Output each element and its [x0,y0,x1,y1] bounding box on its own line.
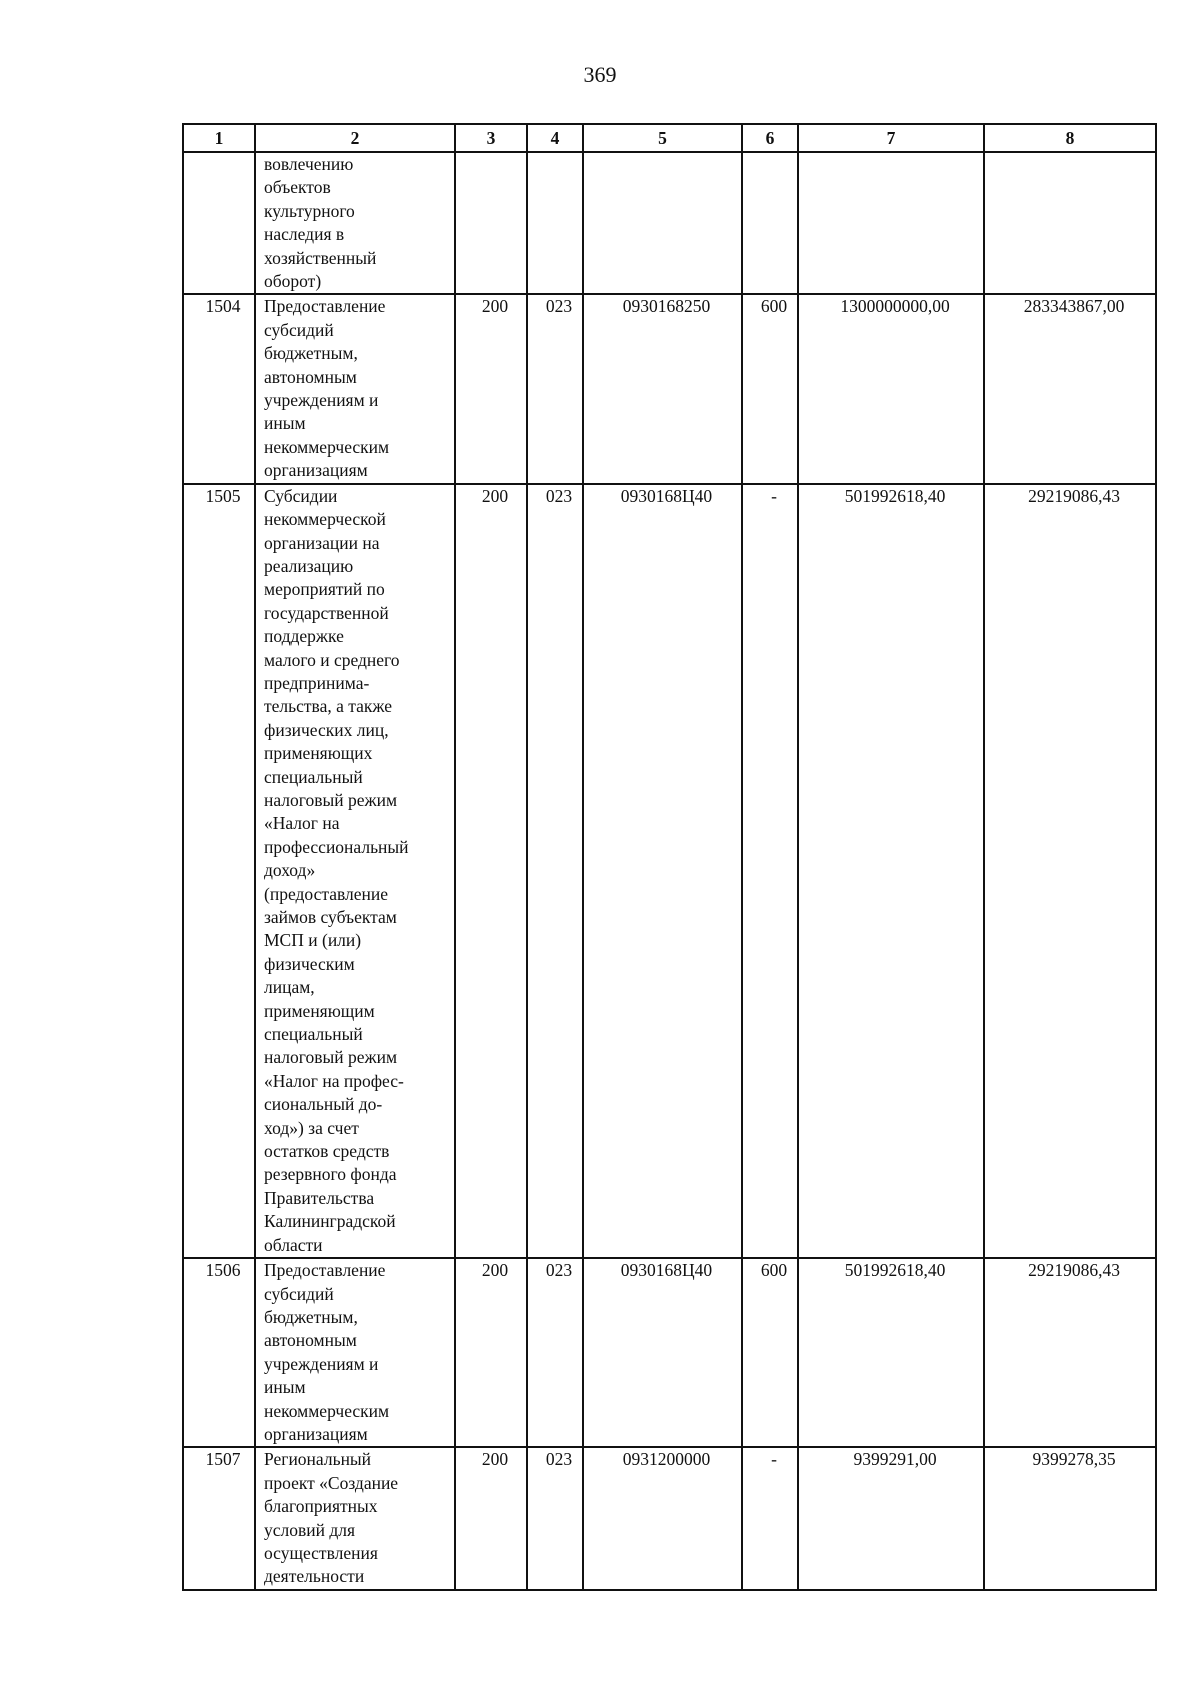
amount-cell-7 [798,152,984,294]
expense-type-cell: - [742,1447,798,1589]
description-cell: Предоставление субсидий бюджетным, автономным учреждениям и иным некоммерческим организациям [255,1258,455,1447]
table-row [183,294,1156,483]
amount-cell-8 [984,152,1156,294]
amount-cell-7: 501992618,40 [798,484,984,1258]
table-header-row [183,124,1156,152]
column-header: 7 [798,124,984,152]
table-row [183,152,1156,294]
budget-table [182,123,1157,1591]
column-header: 6 [742,124,798,152]
column-header: 4 [527,124,583,152]
expense-type-cell: 600 [742,1258,798,1447]
code-cell-4: 023 [527,1447,583,1589]
table-row [183,1447,1156,1589]
amount-cell-7: 1300000000,00 [798,294,984,483]
target-code-cell: 0930168Ц40 [583,1258,742,1447]
code-cell-4: 023 [527,1258,583,1447]
column-header: 5 [583,124,742,152]
amount-cell-8: 9399278,35 [984,1447,1156,1589]
expense-type-cell [742,152,798,294]
target-code-cell: 0930168250 [583,294,742,483]
description-cell: Предоставление субсидий бюджетным, автономным учреждениям и иным некоммерческим организациям [255,294,455,483]
table-row [183,1258,1156,1447]
code-cell-4 [527,152,583,294]
table-row [183,484,1156,1258]
code-cell-4: 023 [527,294,583,483]
description-cell: Субсидии некоммерческой организации на реализацию мероприятий по государственной поддержке малого и среднего предпринима- тельства, а также физических лиц, применяющих специальный налоговый режим «Налог на профессиональный доход» (предоставление займов субъектам МСП и (или) физическим лицам, применяющим специальный налоговый режим «Налог на профес- сиональный до- ход») за счет остатков средств резервного фонда Правительства Калининградской области [255,484,455,1258]
row-number-cell: 1505 [183,484,255,1258]
amount-cell-8: 29219086,43 [984,1258,1156,1447]
code-cell-3: 200 [455,484,527,1258]
code-cell-3: 200 [455,1447,527,1589]
column-header: 3 [455,124,527,152]
code-cell-4: 023 [527,484,583,1258]
code-cell-3: 200 [455,294,527,483]
page-number: 369 [583,62,617,87]
code-cell-3: 200 [455,1258,527,1447]
amount-cell-7: 501992618,40 [798,1258,984,1447]
target-code-cell: 0931200000 [583,1447,742,1589]
expense-type-cell: 600 [742,294,798,483]
code-cell-3 [455,152,527,294]
column-header: 8 [984,124,1156,152]
amount-cell-7: 9399291,00 [798,1447,984,1589]
target-code-cell: 0930168Ц40 [583,484,742,1258]
row-number-cell: 1507 [183,1447,255,1589]
expense-type-cell: - [742,484,798,1258]
row-number-cell [183,152,255,294]
row-number-cell: 1506 [183,1258,255,1447]
description-cell: вовлечению объектов культурного наследия в хозяйственный оборот) [255,152,455,294]
column-header: 1 [183,124,255,152]
target-code-cell [583,152,742,294]
description-cell: Региональный проект «Создание благоприятных условий для осуществления деятельности [255,1447,455,1589]
row-number-cell: 1504 [183,294,255,483]
column-header: 2 [255,124,455,152]
amount-cell-8: 29219086,43 [984,484,1156,1258]
amount-cell-8: 283343867,00 [984,294,1156,483]
